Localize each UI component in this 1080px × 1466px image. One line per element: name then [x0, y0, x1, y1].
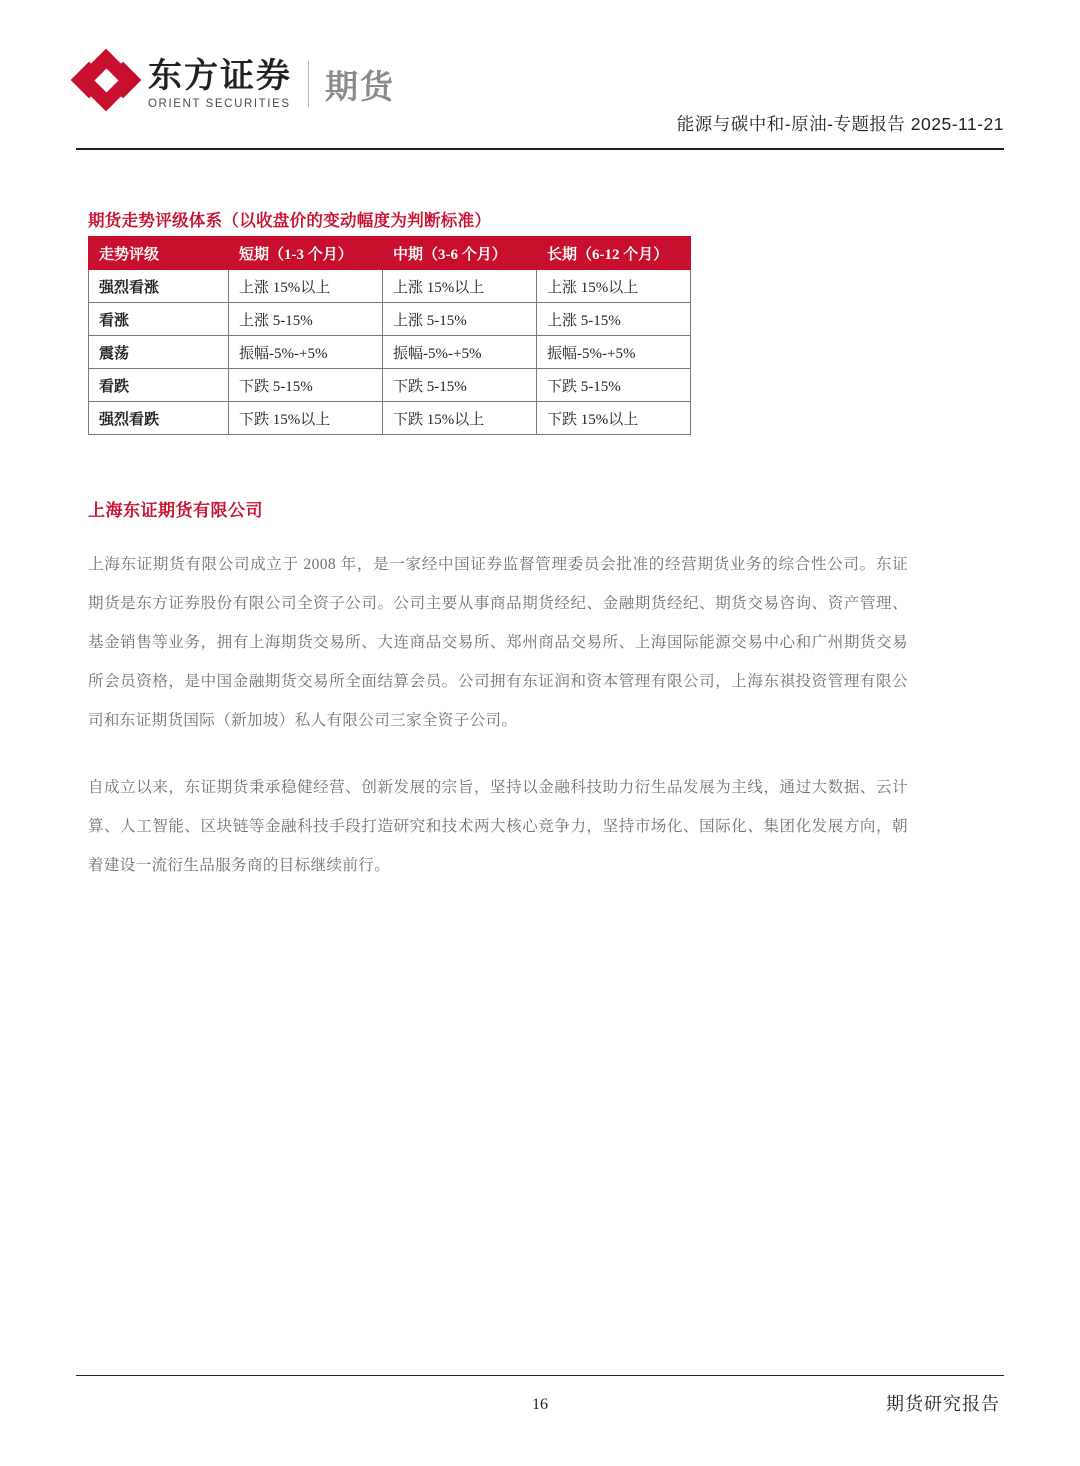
footer-divider [76, 1375, 1004, 1376]
rating-table [88, 236, 691, 435]
logo-divider [308, 61, 309, 107]
company-heading: 上海东证期货有限公司 [88, 501, 263, 520]
cell-mid-term: 下跌 5-15% [383, 369, 537, 402]
cell-mid-term: 上涨 15%以上 [383, 270, 537, 303]
company-description [88, 545, 908, 885]
rating-table-title: 期货走势评级体系（以收盘价的变动幅度为判断标准） [88, 212, 492, 230]
logo-text [148, 58, 292, 110]
cell-long-term: 上涨 5-15% [537, 303, 691, 336]
cell-long-term: 下跌 5-15% [537, 369, 691, 402]
cell-short-term: 上涨 5-15% [229, 303, 383, 336]
cell-long-term: 下跌 15%以上 [537, 402, 691, 435]
cell-short-term: 振幅-5%-+5% [229, 336, 383, 369]
table-row [89, 336, 691, 369]
cell-rating: 强烈看跌 [89, 402, 229, 435]
table-row [89, 303, 691, 336]
table-header-row [89, 237, 691, 270]
cell-mid-term: 振幅-5%-+5% [383, 336, 537, 369]
cell-mid-term: 下跌 15%以上 [383, 402, 537, 435]
cell-rating: 看涨 [89, 303, 229, 336]
cell-short-term: 上涨 15%以上 [229, 270, 383, 303]
cell-short-term: 下跌 15%以上 [229, 402, 383, 435]
cell-long-term: 上涨 15%以上 [537, 270, 691, 303]
logo-name-en: ORIENT SECURITIES [148, 98, 291, 111]
header-divider [76, 148, 1004, 150]
table-row [89, 270, 691, 303]
cell-rating: 震荡 [89, 336, 229, 369]
column-header-mid-term: 中期（3-6 个月） [383, 237, 537, 270]
cell-rating: 看跌 [89, 369, 229, 402]
table-row [89, 402, 691, 435]
cell-short-term: 下跌 5-15% [229, 369, 383, 402]
page-header [76, 46, 1004, 142]
brand-logo [76, 54, 395, 114]
logo-subbrand: 期货 [325, 67, 395, 105]
company-paragraph-1: 上海东证期货有限公司成立于 2008 年，是一家经中国证券监督管理委员会批准的经营期货业务的综合性公司。东证期货是东方证券股份有限公司全资子公司。公司主要从事商品期货经纪、金融期货经纪、期货交易咨询、资产管理、基金销售等业务，拥有上海期货交易所、大连商品交易所、郑州商品交易所、上海国际能源交易中心和广州期货交易所会员资格，是中国金融期货交易所全面结算会员。公司拥有东证润和资本管理有限公司，上海东祺投资管理有限公司和东证期货国际（新加坡）私人有限公司三家全资子公司。 [88, 556, 908, 729]
cell-long-term: 振幅-5%-+5% [537, 336, 691, 369]
footer-label: 期货研究报告 [886, 1394, 1000, 1414]
breadcrumb: 能源与碳中和-原油-专题报告 2025-11-21 [676, 114, 1004, 134]
cell-rating: 强烈看涨 [89, 270, 229, 303]
column-header-rating: 走势评级 [89, 237, 229, 270]
column-header-long-term: 长期（6-12 个月） [537, 237, 691, 270]
column-header-short-term: 短期（1-3 个月） [229, 237, 383, 270]
page-number: 16 [532, 1396, 548, 1413]
company-paragraph-2: 自成立以来，东证期货秉承稳健经营、创新发展的宗旨，坚持以金融科技助力衍生品发展为主线，通过大数据、云计算、人工智能、区块链等金融科技手段打造研究和技术两大核心竞争力，坚持市场化、国际化、集团化发展方向，朝着建设一流衍生品服务商的目标继续前行。 [88, 779, 908, 874]
cell-mid-term: 上涨 5-15% [383, 303, 537, 336]
logo-name-cn: 东方证券 [148, 56, 292, 95]
table-row [89, 369, 691, 402]
orient-securities-logo-icon [76, 54, 136, 114]
